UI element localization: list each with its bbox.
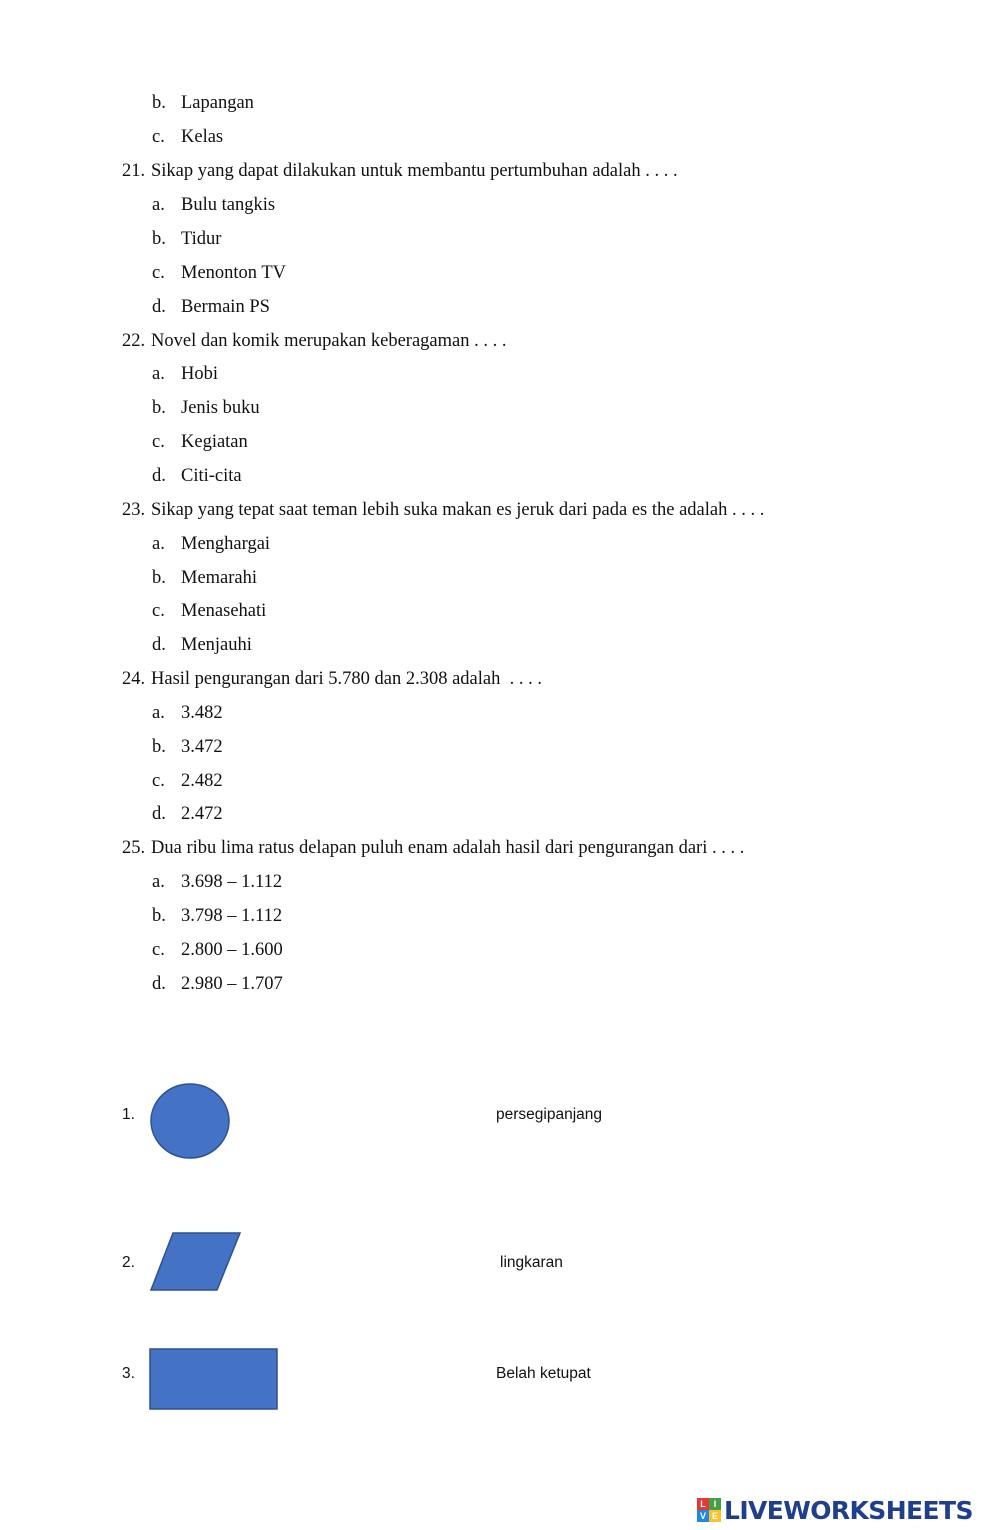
option-letter: b. <box>152 229 166 249</box>
option-letter: c. <box>152 263 165 283</box>
question-text: Novel dan komik merupakan keberagaman . . . . <box>151 331 507 351</box>
match-label[interactable]: lingkaran <box>500 1254 563 1271</box>
option-letter: c. <box>152 127 165 147</box>
option-letter: b. <box>152 398 166 418</box>
option-text: Tidur <box>181 229 222 249</box>
brand-name: LIVEWORKSHEETS <box>724 1495 973 1525</box>
option-letter: a. <box>152 364 165 384</box>
option-letter: a. <box>152 195 165 215</box>
option-text: Citi-cita <box>181 466 242 486</box>
option-letter: c. <box>152 771 165 791</box>
question-number: 22. <box>122 331 146 351</box>
option-text: Kelas <box>181 127 224 147</box>
option-text: Hobi <box>181 364 218 384</box>
match-number: 3. <box>122 1365 135 1382</box>
question-number: 23. <box>122 500 146 520</box>
option-text: 3.472 <box>181 737 223 757</box>
option-letter: d. <box>152 804 166 824</box>
option-text: Lapangan <box>181 93 254 113</box>
parallelogram-shape <box>148 1230 244 1293</box>
match-label[interactable]: Belah ketupat <box>496 1365 591 1382</box>
option-text: Bulu tangkis <box>181 195 276 215</box>
option-letter: d. <box>152 635 166 655</box>
brand-mark-letter: I <box>709 1498 721 1510</box>
option-text: Bermain PS <box>181 297 270 317</box>
question-number: 21. <box>122 161 146 181</box>
option-text: Menjauhi <box>181 635 252 655</box>
option-letter: b. <box>152 568 166 588</box>
option-letter: b. <box>152 93 166 113</box>
option-letter: a. <box>152 703 165 723</box>
liveworksheets-logo <box>697 1494 973 1526</box>
option-text: Menasehati <box>181 601 267 621</box>
option-text: 2.482 <box>181 771 223 791</box>
option-letter: c. <box>152 601 165 621</box>
option-letter: b. <box>152 906 166 926</box>
rectangle-shape <box>148 1347 279 1411</box>
option-letter: b. <box>152 737 166 757</box>
question-text: Dua ribu lima ratus delapan puluh enam adalah hasil dari pengurangan dari . . . . <box>151 838 745 858</box>
option-letter: d. <box>152 466 166 486</box>
question-text: Hasil pengurangan dari 5.780 dan 2.308 adalah . . . . <box>151 669 542 689</box>
question-number: 25. <box>122 838 146 858</box>
option-letter: d. <box>152 974 166 994</box>
match-number: 2. <box>122 1254 135 1271</box>
brand-mark-letter: E <box>709 1510 721 1522</box>
option-text: 3.482 <box>181 703 223 723</box>
option-text: 2.472 <box>181 804 223 824</box>
brand-mark-letter: V <box>697 1510 709 1522</box>
option-letter: c. <box>152 432 165 452</box>
option-letter: c. <box>152 940 165 960</box>
brand-mark-icon <box>697 1498 721 1522</box>
option-text: Menghargai <box>181 534 271 554</box>
option-text: 2.980 – 1.707 <box>181 974 283 994</box>
option-text: Kegiatan <box>181 432 248 452</box>
question-text: Sikap yang dapat dilakukan untuk membantu pertumbuhan adalah . . . . <box>151 161 678 181</box>
option-letter: a. <box>152 872 165 892</box>
option-text: Jenis buku <box>181 398 260 418</box>
question-text: Sikap yang tepat saat teman lebih suka makan es jeruk dari pada es the adalah . . . . <box>151 500 765 520</box>
circle-shape <box>149 1082 233 1162</box>
option-letter: d. <box>152 297 166 317</box>
option-text: Menonton TV <box>181 263 287 283</box>
option-text: 3.798 – 1.112 <box>181 906 283 926</box>
option-letter: a. <box>152 534 165 554</box>
option-text: 2.800 – 1.600 <box>181 940 283 960</box>
match-number: 1. <box>122 1106 135 1123</box>
match-label[interactable]: persegipanjang <box>496 1106 603 1123</box>
option-text: Memarahi <box>181 568 258 588</box>
brand-mark-letter: L <box>697 1498 709 1510</box>
option-text: 3.698 – 1.112 <box>181 872 283 892</box>
question-number: 24. <box>122 669 146 689</box>
